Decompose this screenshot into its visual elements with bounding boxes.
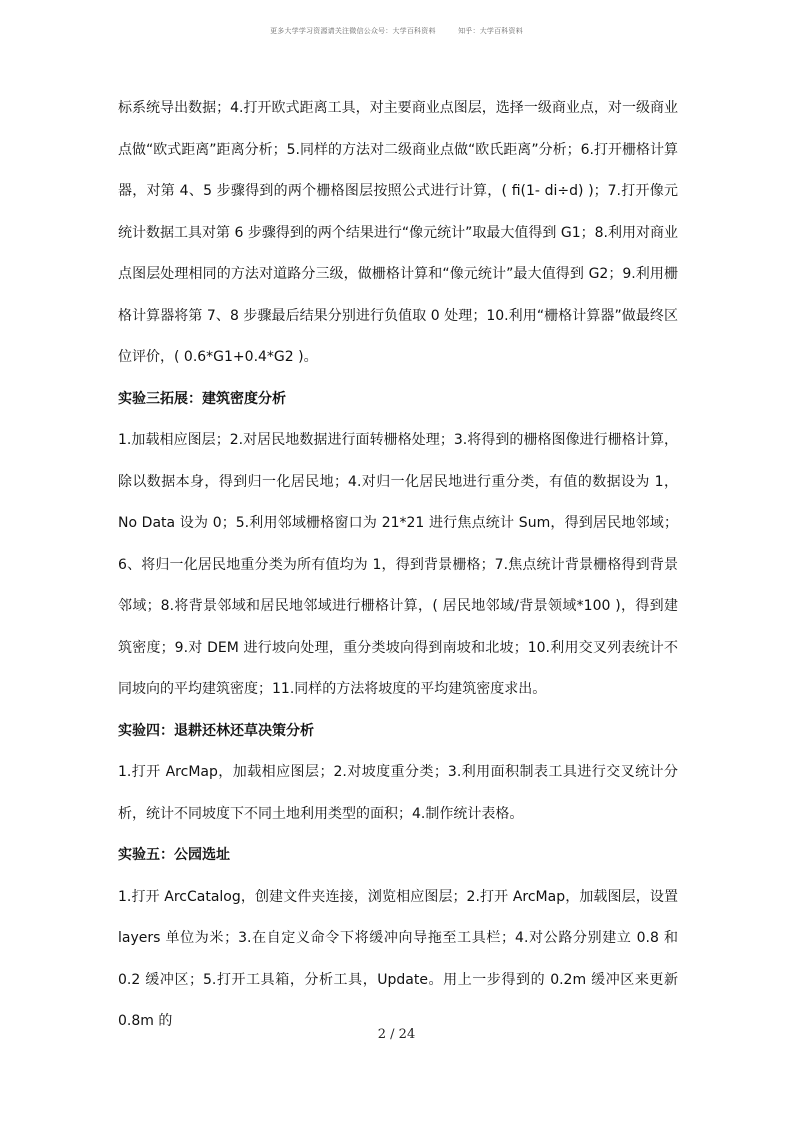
paragraph-park-site-selection: 1.打开 ArcCatalog，创建文件夹连接，浏览相应图层；2.打开 ArcMap，加载图层，设置 layers 单位为米；3.在自定义命令下将缓冲向导拖至工具栏；4.对公路分别建立 0.8 和 0.2 缓冲区；5.打开工具箱，分析工具，Update。用上一步得到的 0.2m 缓冲区来更新 0.8m 的 [118,888,678,1029]
paragraph-reforestation: 1.打开 ArcMap，加载相应图层；2.对坡度重分类；3.利用面积制表工具进行交叉统计分析，统计不同坡度下不同土地利用类型的面积；4.制作统计表格。 [118,764,678,822]
heading-experiment-5: 实验五：公园选址 [118,847,230,863]
page-header [0,26,793,36]
page-content [118,88,678,1043]
page-number: 2 / 24 [377,1027,416,1042]
paragraph-location-analysis: 标系统导出数据；4.打开欧式距离工具，对主要商业点图层，选择一级商业点，对一级商业点做“欧式距离”距离分析；5.同样的方法对二级商业点做“欧氏距离”分析；6.打开栅格计算器，对第 4、5 步骤得到的两个栅格图层按照公式进行计算，( fi(1- di÷d) )；7.打开像元统计数据工具对第 6 步骤得到的两个结果进行“像元统计”取最大值得到 G1；8.利用对商业点图层处理相同的方法对道路分三级，做栅格计算和“像元统计”最大值得到 G2；9.利用栅格计算器将第 7、8 步骤最后结果分别进行负值取 0 处理；10.利用“栅格计算器”做最终区位评价，( 0.6*G1+0.4*G2 )。 [118,100,678,365]
heading-experiment-3-extension: 实验三拓展：建筑密度分析 [118,390,286,407]
heading-experiment-4: 实验四：退耕还林还草决策分析 [118,722,314,739]
header-right-text: 知乎：大学百科资料 [458,27,523,35]
paragraph-building-density: 1.加载相应图层；2.对居民地数据进行面转栅格处理；3.将得到的栅格图像进行栅格计算，除以数据本身，得到归一化居民地；4.对归一化居民地进行重分类，有值的数据设为 1，No Data 设为 0；5.利用邻域栅格窗口为 21*21 进行焦点统计 Sum，得到居民地邻域；6、将归一化居民地重分类为所有值均为 1，得到背景栅格；7.焦点统计背景栅格得到背景邻域；8.将背景邻域和居民地邻域进行栅格计算，( 居民地邻域/背景领域*100 )，得到建筑密度；9.对 DEM 进行坡向处理，重分类坡向得到南坡和北坡；10.利用交叉列表统计不同坡向的平均建筑密度；11.同样的方法将坡度的平均建筑密度求出。 [118,432,678,697]
header-left-text: 更多大学学习资源请关注微信公众号：大学百科资料 [270,27,436,35]
